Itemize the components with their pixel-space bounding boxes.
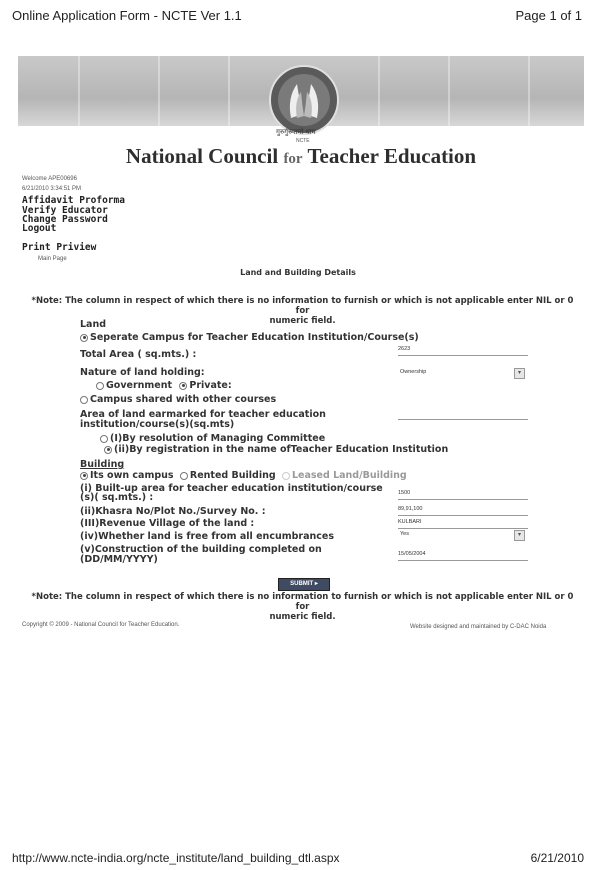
nav-main-page[interactable]: Main Page	[38, 256, 67, 262]
campus-shared-radio[interactable]	[80, 396, 88, 404]
submit-button[interactable]: SUBMIT ▸	[278, 578, 330, 591]
registration-option[interactable]	[104, 445, 448, 455]
note-top-line1: *Note: The column in respect of which there is no information to furnish or which is not applicable enter NIL or 0 for	[31, 296, 574, 316]
note-bottom-line2: numeric field.	[269, 612, 336, 622]
resolution-radio[interactable]	[100, 435, 108, 443]
encumbrance-select[interactable]: Yes	[400, 531, 409, 537]
earmarked-label-line2: institution/course(s)(sq.mts)	[80, 419, 235, 430]
print-footer-url: http://www.ncte-india.org/ncte_institute/land_building_dtl.aspx	[12, 851, 340, 865]
nature-dropdown-icon[interactable]: ▾	[514, 368, 525, 379]
leased-label: Leased Land/Building	[291, 470, 407, 481]
leased-radio[interactable]	[282, 472, 290, 480]
org-title-post: Teacher Education	[302, 144, 477, 168]
ncte-small-text: NCTE	[296, 138, 310, 144]
nav-change-password[interactable]: Change Password	[22, 214, 108, 225]
separate-campus-label: Seperate Campus for Teacher Education Institution/Course(s)	[90, 332, 419, 343]
own-campus-radio[interactable]	[80, 472, 88, 480]
total-area-input[interactable]: 2623	[398, 346, 528, 356]
note-top	[30, 296, 575, 326]
note-bottom-line1: *Note: The column in respect of which there is no information to furnish or which is not applicable enter NIL or 0 for	[31, 592, 574, 612]
note-top-line2: numeric field.	[269, 316, 336, 326]
resolution-option[interactable]	[100, 434, 325, 444]
private-radio[interactable]	[179, 382, 187, 390]
nature-label: Nature of land holding:	[80, 367, 205, 378]
construction-label-line2: (DD/MM/YYYY)	[80, 554, 158, 565]
holding-options	[96, 381, 232, 391]
nav-verify-educator[interactable]: Verify Educator	[22, 205, 108, 216]
print-footer-date: 6/21/2010	[530, 851, 584, 865]
campus-shared-option[interactable]	[80, 395, 276, 405]
resolution-label: (I)By resolution of Managing Committee	[110, 433, 326, 444]
khasra-label: (ii)Khasra No/Plot No./Survey No. :	[80, 506, 266, 517]
total-area-label: Total Area ( sq.mts.) :	[80, 349, 197, 360]
site-banner	[18, 56, 584, 176]
building-heading: Building	[80, 459, 125, 470]
print-header-title: Online Application Form - NCTE Ver 1.1	[12, 8, 242, 23]
separate-campus-radio[interactable]	[80, 334, 88, 342]
nav-affidavit-proforma[interactable]: Affidavit Proforma	[22, 195, 125, 206]
separate-campus-option[interactable]	[80, 333, 419, 343]
khasra-input[interactable]: 89,91,100	[398, 506, 528, 516]
footer-copyright: Copyright © 2009 - National Council for Teacher Education.	[22, 622, 180, 628]
print-header-page: Page 1 of 1	[515, 8, 582, 23]
government-label: Government	[106, 380, 173, 391]
page-title: Land and Building Details	[240, 268, 356, 277]
registration-radio[interactable]	[104, 446, 112, 454]
government-radio[interactable]	[96, 382, 104, 390]
earmarked-input[interactable]	[398, 418, 528, 420]
campus-shared-label: Campus shared with other courses	[90, 394, 277, 405]
encumbrance-label: (iv)Whether land is free from all encumbrances	[80, 531, 334, 542]
encumbrance-dropdown-icon[interactable]: ▾	[514, 530, 525, 541]
construction-date-input[interactable]: 15/05/2004	[398, 551, 528, 561]
own-campus-label: Its own campus	[90, 470, 174, 481]
hindi-motto: गुरुर्गुरूतमो धाम	[276, 129, 316, 136]
land-heading: Land	[80, 319, 107, 330]
builtup-label-line2: (s)( sq.mts.) :	[80, 492, 154, 503]
org-title-pre: National Council	[125, 144, 284, 168]
footer-credits: Website designed and maintained by C-DAC Noida	[410, 624, 547, 630]
building-type-options	[80, 471, 407, 481]
nature-select[interactable]: Ownership	[400, 369, 427, 375]
organization-title	[18, 144, 584, 169]
rented-label: Rented Building	[189, 470, 276, 481]
village-label: (III)Revenue Village of the land :	[80, 518, 255, 529]
earmarked-label-line1: Area of land earmarked for teacher education	[80, 409, 326, 420]
nav-logout[interactable]: Logout	[22, 223, 57, 234]
builtup-label-line1: (i) Built-up area for teacher education institution/course	[80, 483, 383, 494]
nav-print-preview[interactable]: Print Priview	[22, 242, 97, 253]
construction-label-line1: (v)Construction of the building completed on	[80, 544, 322, 555]
rented-radio[interactable]	[180, 472, 188, 480]
welcome-text: Welcome APE00696	[22, 176, 77, 182]
session-datetime: 6/21/2010 3:34:51 PM	[22, 186, 82, 192]
registration-label: (ii)By registration in the name ofTeacher Education Institution	[114, 444, 449, 455]
note-bottom	[30, 592, 575, 622]
village-input[interactable]: KULBARI	[398, 519, 528, 529]
private-label: Private:	[189, 380, 232, 391]
builtup-input[interactable]: 1500	[398, 490, 528, 500]
org-title-for: for	[283, 151, 303, 167]
